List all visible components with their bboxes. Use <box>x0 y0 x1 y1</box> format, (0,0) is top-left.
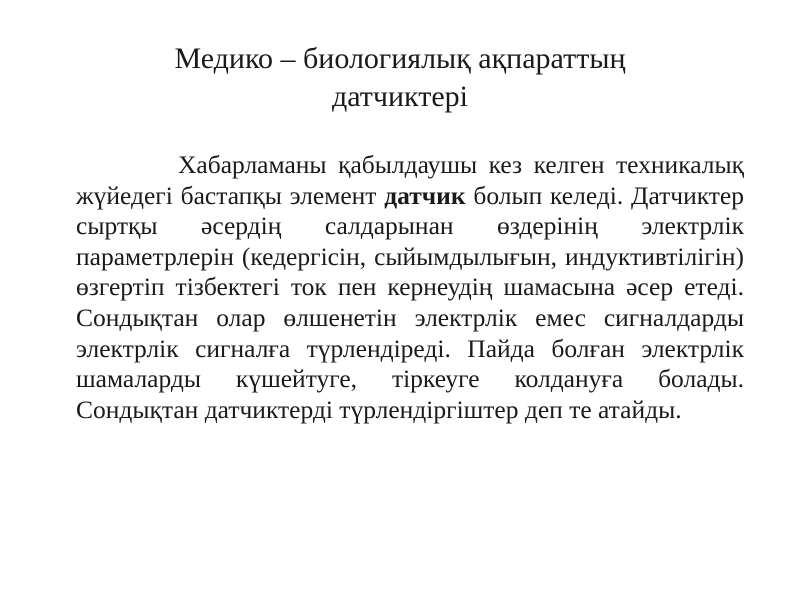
body-text-part-1: Хабарламаны қабылдаушы кез келген техникалық жүйедегі бастапқы элемент <box>76 150 744 210</box>
slide-title-line-2: датчиктері <box>332 80 468 113</box>
body-text-part-2: болып келеді. Датчиктер сыртқы әсердің салдарынан өздерінің электрлік параметрлерін (кедергісін, сыйымдылығын, индуктивтілігін) өзгертіп тізбектегі ток пен кернеудің шамасына әсер етеді. Сондықтан олар өлшенетін электрлік емес сигналдарды электрлік сигналға түрлендіреді. Пайда болған электрлік шамаларды күшейтуге, тіркеуге колдануға болады. Сондықтан датчиктерді түрлендіргіштер деп те атайды. <box>76 180 744 424</box>
body-paragraph <box>76 150 744 425</box>
slide-title-line-1: Медико – биологиялық ақпараттың <box>174 42 626 75</box>
slide-title <box>100 40 700 116</box>
body-text-bold-term: датчик <box>384 180 466 210</box>
